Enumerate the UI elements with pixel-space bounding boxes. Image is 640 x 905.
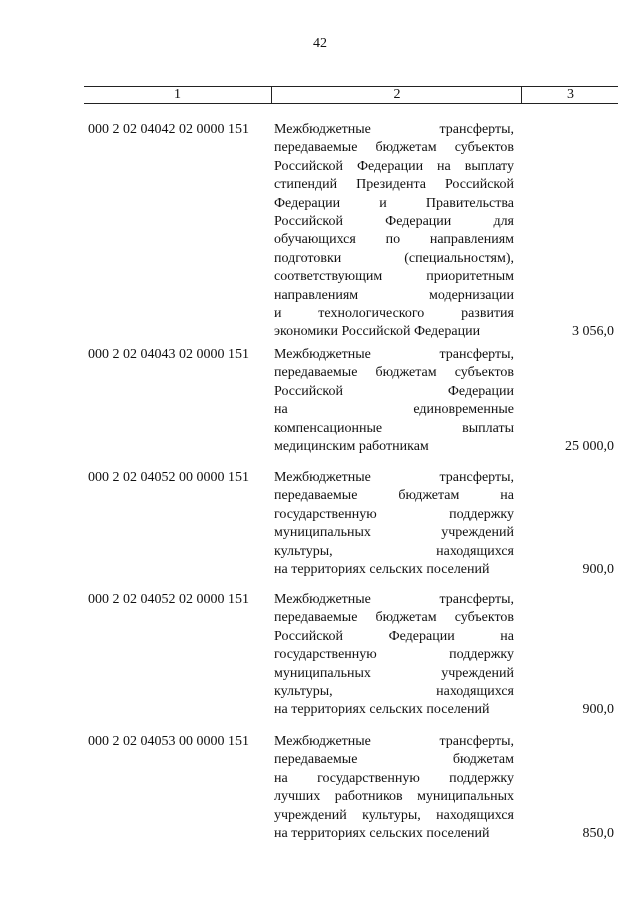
description-line: на единовременные bbox=[274, 402, 514, 418]
description-line: на территориях сельских поселений bbox=[274, 825, 490, 841]
description bbox=[274, 591, 514, 720]
description-line: культуры, находящихся bbox=[274, 543, 514, 559]
amount: 850,0 bbox=[582, 826, 614, 841]
description-line: Российской Федерации для bbox=[274, 213, 514, 229]
description-line: лучших работников муниципальных bbox=[274, 789, 514, 805]
header-col-1: 1 bbox=[174, 87, 181, 102]
description-line: на территориях сельских поселений bbox=[274, 561, 490, 577]
description-line: подготовки (специальностям), bbox=[274, 250, 514, 266]
description-line: обучающихся по направлениям bbox=[274, 232, 514, 248]
description-line: передаваемые бюджетам на bbox=[274, 488, 514, 504]
description-line: государственную поддержку bbox=[274, 506, 514, 522]
amount: 25 000,0 bbox=[565, 439, 614, 454]
description-line: Межбюджетные трансферты, bbox=[274, 470, 514, 485]
budget-code: 000 2 02 04042 02 0000 151 bbox=[88, 122, 249, 137]
description bbox=[274, 469, 514, 579]
budget-code: 000 2 02 04053 00 0000 151 bbox=[88, 734, 249, 749]
table-header bbox=[84, 86, 618, 104]
description-line: передаваемые бюджетам bbox=[274, 752, 514, 768]
header-col-2: 2 bbox=[271, 87, 522, 103]
description-line: передаваемые бюджетам субъектов bbox=[274, 140, 514, 156]
description-line: передаваемые бюджетам субъектов bbox=[274, 365, 514, 381]
description-line: Межбюджетные трансферты, bbox=[274, 734, 514, 749]
description-line: учреждений культуры, находящихся bbox=[274, 807, 514, 823]
description-line: культуры, находящихся bbox=[274, 683, 514, 699]
description-line: направлениям модернизации bbox=[274, 287, 514, 303]
description-line: Российской Федерации bbox=[274, 383, 514, 399]
description-line: муниципальных учреждений bbox=[274, 525, 514, 541]
description-line: передаваемые бюджетам субъектов bbox=[274, 610, 514, 626]
table-row bbox=[84, 591, 618, 720]
budget-code: 000 2 02 04052 00 0000 151 bbox=[88, 470, 249, 485]
description bbox=[274, 733, 514, 843]
description bbox=[274, 346, 514, 456]
description-line: муниципальных учреждений bbox=[274, 665, 514, 681]
description-line: и технологического развития bbox=[274, 305, 514, 321]
table-row bbox=[84, 121, 618, 342]
description-line: экономики Российской Федерации bbox=[274, 324, 481, 340]
description-line: медицинским работникам bbox=[274, 438, 429, 454]
amount: 900,0 bbox=[582, 702, 614, 718]
amount: 900,0 bbox=[582, 562, 614, 577]
table-row bbox=[84, 733, 618, 843]
description-line: Межбюджетные трансферты, bbox=[274, 347, 514, 362]
header-col-3: 3 bbox=[521, 87, 619, 103]
page-number: 42 bbox=[313, 36, 327, 51]
budget-code: 000 2 02 04052 02 0000 151 bbox=[88, 592, 249, 607]
description-line: Федерации и Правительства bbox=[274, 195, 514, 211]
description-line: на территориях сельских поселений bbox=[274, 702, 490, 718]
amount: 3 056,0 bbox=[572, 324, 614, 340]
description-line: соответствующим приоритетным bbox=[274, 269, 514, 285]
description-line: на государственную поддержку bbox=[274, 770, 514, 786]
description-line: Межбюджетные трансферты, bbox=[274, 592, 514, 607]
description-line: компенсационные выплаты bbox=[274, 420, 514, 436]
description-line: Российской Федерации на bbox=[274, 628, 514, 644]
description-line: Российской Федерации на выплату bbox=[274, 158, 514, 174]
description-line: стипендий Президента Российской bbox=[274, 177, 514, 193]
description-line: государственную поддержку bbox=[274, 647, 514, 663]
description bbox=[274, 121, 514, 342]
table-row bbox=[84, 469, 618, 579]
budget-code: 000 2 02 04043 02 0000 151 bbox=[88, 347, 249, 362]
description-line: Межбюджетные трансферты, bbox=[274, 122, 514, 137]
table-row bbox=[84, 346, 618, 456]
